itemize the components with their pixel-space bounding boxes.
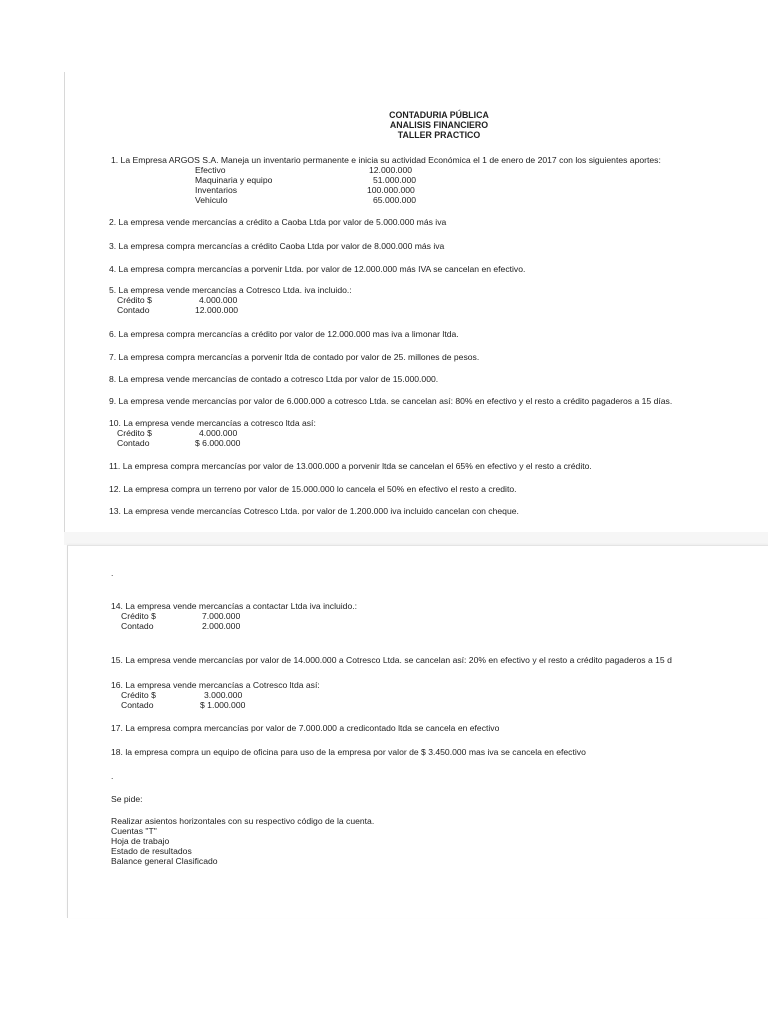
task-item: Realizar asientos horizontales con su respectivo código de la cuenta. <box>111 816 375 826</box>
aporte-value: 51.000.000 <box>373 175 417 185</box>
aporte-value: 100.000.000 <box>367 185 415 195</box>
item-12: 12. La empresa compra un terreno por valor de 15.000.000 lo cancela el 50% en efectivo el resto a credito. <box>109 484 517 494</box>
header-line-1: CONTADURIA PÚBLICA <box>389 110 489 120</box>
aporte-label: Maquinaria y equipo <box>195 175 273 185</box>
se-pide-label: Se pide: <box>111 794 143 804</box>
item-7: 7. La empresa compra mercancías a porvenir ltda de contado por valor de 25. millones de pesos. <box>109 352 480 362</box>
item-16: 16. La empresa vende mercancías a Cotresco ltda así: <box>111 680 320 690</box>
item-10: 10. La empresa vende mercancías a cotresco ltda así: <box>109 418 316 428</box>
credito-label: Crédito $ <box>117 295 152 305</box>
dot-marker: . <box>111 568 114 578</box>
credito-value: 4.000.000 <box>199 295 238 305</box>
header-line-2: ANALISIS FINANCIERO <box>389 120 489 130</box>
item-3: 3. La empresa compra mercancías a crédito Caoba Ltda por valor de 8.000.000 más iva <box>109 241 445 251</box>
credito-value: 4.000.000 <box>199 428 238 438</box>
task-item: Balance general Clasificado <box>111 856 218 866</box>
item-5: 5. La empresa vende mercancías a Cotresco Ltda. iva incluido.: <box>109 285 352 295</box>
aporte-label: Vehiculo <box>195 195 228 205</box>
contado-value: $ 6.000.000 <box>195 438 241 448</box>
item-11: 11. La empresa compra mercancías por valor de 13.000.000 a porvenir ltda se cancelan el 65% en efectivo y el resto a crédito. <box>109 461 592 471</box>
document-page-1 <box>64 72 768 532</box>
aporte-value: 12.000.000 <box>369 165 413 175</box>
credito-label: Crédito $ <box>117 428 152 438</box>
item-8: 8. La empresa vende mercancías de contado a cotresco Ltda por valor de 15.000.000. <box>109 374 439 384</box>
item-14: 14. La empresa vende mercancías a contactar Ltda iva incluido.: <box>111 601 358 611</box>
header-line-3: TALLER PRACTICO <box>397 130 481 140</box>
credito-label: Crédito $ <box>121 611 156 621</box>
item-2: 2. La empresa vende mercancías a crédito a Caoba Ltda por valor de 5.000.000 más iva <box>109 217 447 227</box>
item-1: 1. La Empresa ARGOS S.A. Maneja un inventario permanente e inicia su actividad Económica el 1 de enero de 2017 con los siguientes aportes: <box>111 155 661 165</box>
credito-value: 3.000.000 <box>204 690 243 700</box>
contado-label: Contado <box>121 700 154 710</box>
item-17: 17. La empresa compra mercancías por valor de 7.000.000 a credicontado ltda se cancela en efectivo <box>111 723 500 733</box>
item-4: 4. La empresa compra mercancías a porvenir Ltda. por valor de 12.000.000 más IVA se cancelan en efectivo. <box>109 264 526 274</box>
contado-label: Contado <box>117 305 150 315</box>
item-6: 6. La empresa compra mercancías a crédito por valor de 12.000.000 mas iva a limonar ltda. <box>109 329 459 339</box>
contado-value: 2.000.000 <box>202 621 241 631</box>
document-page-2 <box>67 545 768 918</box>
item-9: 9. La empresa vende mercancías por valor de 6.000.000 a cotresco Ltda. se cancelan así: 80% en efectivo y el resto a crédito pagaderos a 15 días. <box>109 396 673 406</box>
aporte-label: Efectivo <box>195 165 226 175</box>
aporte-value: 65.000.000 <box>373 195 417 205</box>
page-gap <box>64 532 768 545</box>
contado-label: Contado <box>121 621 154 631</box>
credito-value: 7.000.000 <box>202 611 241 621</box>
credito-label: Crédito $ <box>121 690 156 700</box>
aporte-label: Inventarios <box>195 185 238 195</box>
item-15: 15. La empresa vende mercancías por valor de 14.000.000 a Cotresco Ltda. se cancelan así: 20% en efectivo y el resto a crédito pagaderos a 15 d <box>111 655 672 665</box>
item-13: 13. La empresa vende mercancías Cotresco Ltda. por valor de 1.200.000 iva incluido cancelan con cheque. <box>109 506 519 516</box>
task-item: Hoja de trabajo <box>111 836 170 846</box>
contado-label: Contado <box>117 438 150 448</box>
task-item: Cuentas "T" <box>111 826 157 836</box>
item-18: 18. la empresa compra un equipo de oficina para uso de la empresa por valor de $ 3.450.000 mas iva se cancela en efectivo <box>111 747 586 757</box>
contado-value: 12.000.000 <box>195 305 239 315</box>
contado-value: $ 1.000.000 <box>200 700 246 710</box>
dot-marker: . <box>111 771 114 781</box>
task-item: Estado de resultados <box>111 846 192 856</box>
